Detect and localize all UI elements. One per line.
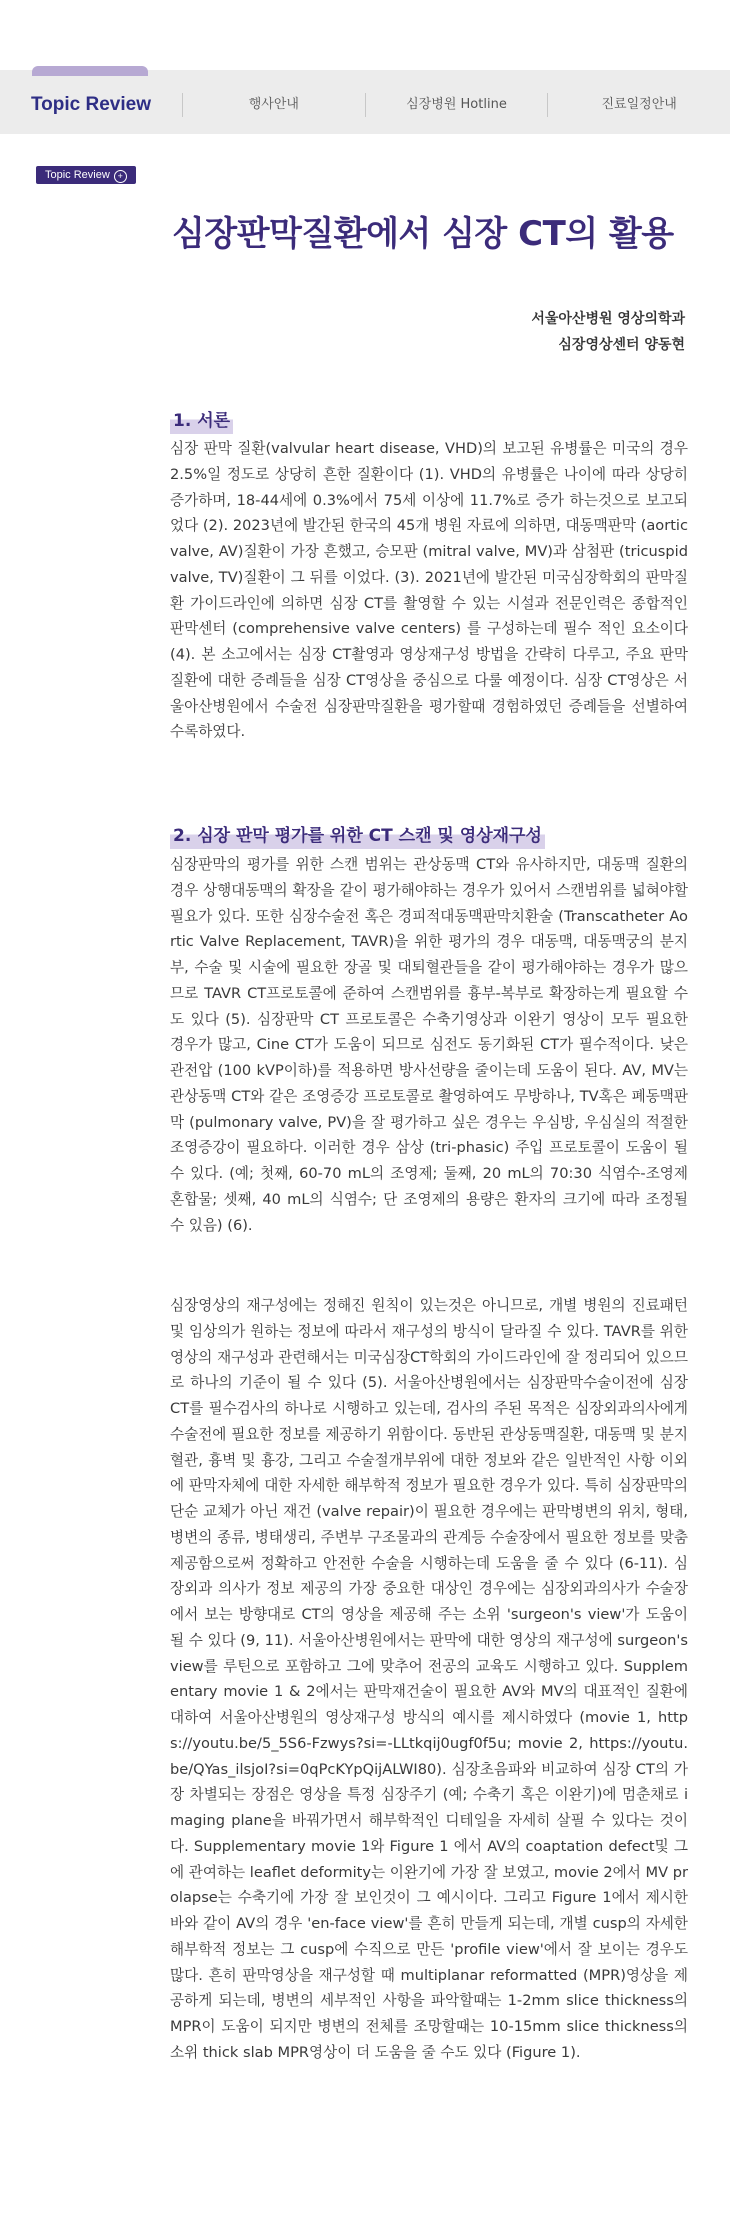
section-heading-intro: 1. 서론 (170, 408, 233, 434)
article-title: 심장판막질환에서 심장 CT의 활용 (172, 214, 674, 254)
nav-item-hotline[interactable]: 심장병원 Hotline (365, 93, 548, 117)
ct-scan-paragraph-2: 심장영상의 재구성에는 정해진 원칙이 있는것은 아니므로, 개별 병원의 진료패턴 및 임상의가 원하는 정보에 따라서 재구성의 방식이 달라질 수 있다. TAVR를 위한 영상의 재구성과 관련해서는 미국심장CT학회의 가이드라인에 잘 정리되어 있으므로 하나의 기준이 될 수 있다 (5). 서울아산병원에서는 심장판막수술이전에 심장 CT를 필수검사의 하나로 시행하고 있는데, 검사의 주된 목적은 심장외과의사에게 수술전에 필요한 정보를 제공하기 위함이다. 동반된 관상동맥질환, 대동맥 및 분지혈관, 흉벽 및 흉강, 그리고 수술절개부위에 대한 정보와 같은 일반적인 사항 이외에 판막자체에 대한 자세한 해부학적 정보가 필요한 경우가 있다. 특히 심장판막의 단순 교체가 아닌 재건 (valve repair)이 필요한 경우에는 판막병변의 위치, 형태, 병변의 종류, 병태생리, 주변부 구조물과의 관계등 수술장에서 필요한 정보를 맞춤 제공함으로써 정확하고 안전한 수술을 시행하는데 도움을 줄 수 있다 (6-11). 심장외과 의사가 정보 제공의 가장 중요한 대상인 경우에는 심장외과의사가 수술장에서 보는 방향대로 CT의 영상을 제공해 주는 소위 'surgeon's view'가 도움이 될 수 있다 (9, 11). 서울아산병원에서는 판막에 대한 영상의 재구성에 surgeon's view를 루틴으로 포함하고 그에 맞추어 전공의 교육도 시행하고 있다. Supplementary movie 1 & 2에서는 판막재건술이 필요한 AV와 MV의 대표적인 질환에 대하여 서울아산병원의 영상재구성 방식의 예시를 제시하였다 (movie 1, https://youtu.be/5_5S6-Fzwys?si=-LLtkqij0ugf0f5u; movie 2, https://youtu.be/QYas_ilsjoI?si=0qPcKYpQijALWI80). 심장초음파와 비교하여 심장 CT의 가장 차별되는 장점은 영상을 특정 심장주기 (예; 수축기 혹은 이완기)에 멈춘채로 imaging plane을 바꿔가면서 해부학적인 디테일을 자세히 살필 수 있다는 것이다. Supplementary movie 1와 Figure 1 에서 AV의 coaptation defect및 그에 관여하는 leaflet deformity는 이완기에 가장 잘 보였고, movie 2에서 MV prolapse는 수축기에 가장 잘 보인것이 그 예시이다. 그리고 Figure 1에서 제시한 바와 같이 AV의 경우 'en-face view'를 흔히 만들게 되는데, 개별 cusp의 자세한 해부학적 정보는 그 cusp에 수직으로 만든 'profile view'에서 잘 보이는 경우도 많다. 흔히 판막영상을 재구성할 때 multiplanar reformatted (MPR)영상을 제공하게 되는데, 병변의 세부적인 사항을 파악할때는 1-2mm slice thickness의 MPR이 도움이 되지만 병변의 전체를 조망할때는 10-15mm slice thickness의 소위 thick slab MPR영상이 더 도움을 줄 수도 있다 (Figure 1). (170, 1297, 688, 2061)
section-heading-ct-scan: 2. 심장 판막 평가를 위한 CT 스캔 및 영상재구성 (170, 823, 545, 849)
active-tab-accent (32, 66, 148, 76)
author-block (531, 306, 685, 358)
badge-label: Topic Review (45, 169, 110, 181)
ct-scan-paragraph-1: 심장판막의 평가를 위한 스캔 범위는 관상동맥 CT와 유사하지만, 대동맥 질환의 경우 상행대동맥의 확장을 같이 평가해야하는 경우가 있어서 스캔범위를 넓혀야할 필요가 있다. 또한 심장수술전 혹은 경피적대동맥판막치환술 (Transcatheter Aortic Valve Replacement, TAVR)을 위한 평가의 경우 대동맥, 대동맥궁의 분지부, 수술 및 시술에 필요한 장골 및 대퇴혈관들을 같이 평가해야하는 경우가 많으므로 TAVR CT프로토콜에 준하여 스캔범위를 흉부-복부로 확장하는게 필요할 수도 있다 (5). 심장판막 CT 프로토콜은 수축기영상과 이완기 영상이 모두 필요한 경우가 많고, Cine CT가 도움이 되므로 심전도 동기화된 CT가 필수적이다. 낮은 관전압 (100 kVP이하)를 적용하면 방사선량을 줄이는데 도움이 된다. AV, MV는 관상동맥 CT와 같은 조영증강 프로토콜로 촬영하여도 무방하나, TV혹은 폐동맥판막 (pulmonary valve, PV)을 잘 평가하고 싶은 경우는 우심방, 우심실의 적절한 조영증강이 필요하다. 이러한 경우 삼상 (tri-phasic) 주입 프로토콜이 도움이 될 수 있다. (예; 첫째, 60-70 mL의 조영제; 둘째, 20 mL의 70:30 식염수-조영제 혼합물; 셋째, 40 mL의 식염수; 단 조영제의 용량은 환자의 크기에 따라 조정될 수 있음) (6). (170, 856, 688, 1234)
plus-circle-icon: + (114, 170, 127, 183)
nav-topic-review[interactable]: Topic Review (30, 94, 151, 115)
intro-paragraph: 심장 판막 질환(valvular heart disease, VHD)의 보고된 유병률은 미국의 경우 2.5%일 정도로 상당히 흔한 질환이다 (1). VHD의 유병률은 나이에 따라 상당히 증가하며, 18-44세에 0.3%에서 75세 이상에 11.7%로 증가 하는것으로 보고되었다 (2). 2023년에 발간된 한국의 45개 병원 자료에 의하면, 대동맥판막 (aortic valve, AV)질환이 가장 흔했고, 승모판 (mitral valve, MV)과 삼첨판 (tricuspid valve, TV)질환이 그 뒤를 이었다. (3). 2021년에 발간된 미국심장학회의 판막질환 가이드라인에 의하면 심장 CT를 촬영할 수 있는 시설과 전문인력은 종합적인 판막센터 (comprehensive valve centers) 를 구성하는데 필수 적인 요소이다 (4). 본 소고에서는 심장 CT촬영과 영상재구성 방법을 간략히 다루고, 주요 판막질환에 대한 증례들을 심장 CT영상을 중심으로 다룰 예정이다. 심장 CT영상은 서울아산병원에서 수술전 심장판막질환을 평가할때 경험하였던 증례들을 선별하여 수록하였다. (170, 440, 688, 741)
nav-item-schedule[interactable]: 진료일정안내 (547, 93, 730, 117)
author-affiliation: 서울아산병원 영상의학과 (531, 311, 685, 327)
topic-review-badge (36, 166, 136, 184)
author-name: 심장영상센터 양동현 (558, 337, 685, 353)
nav-item-events[interactable]: 행사안내 (182, 93, 365, 117)
top-nav (0, 76, 730, 134)
